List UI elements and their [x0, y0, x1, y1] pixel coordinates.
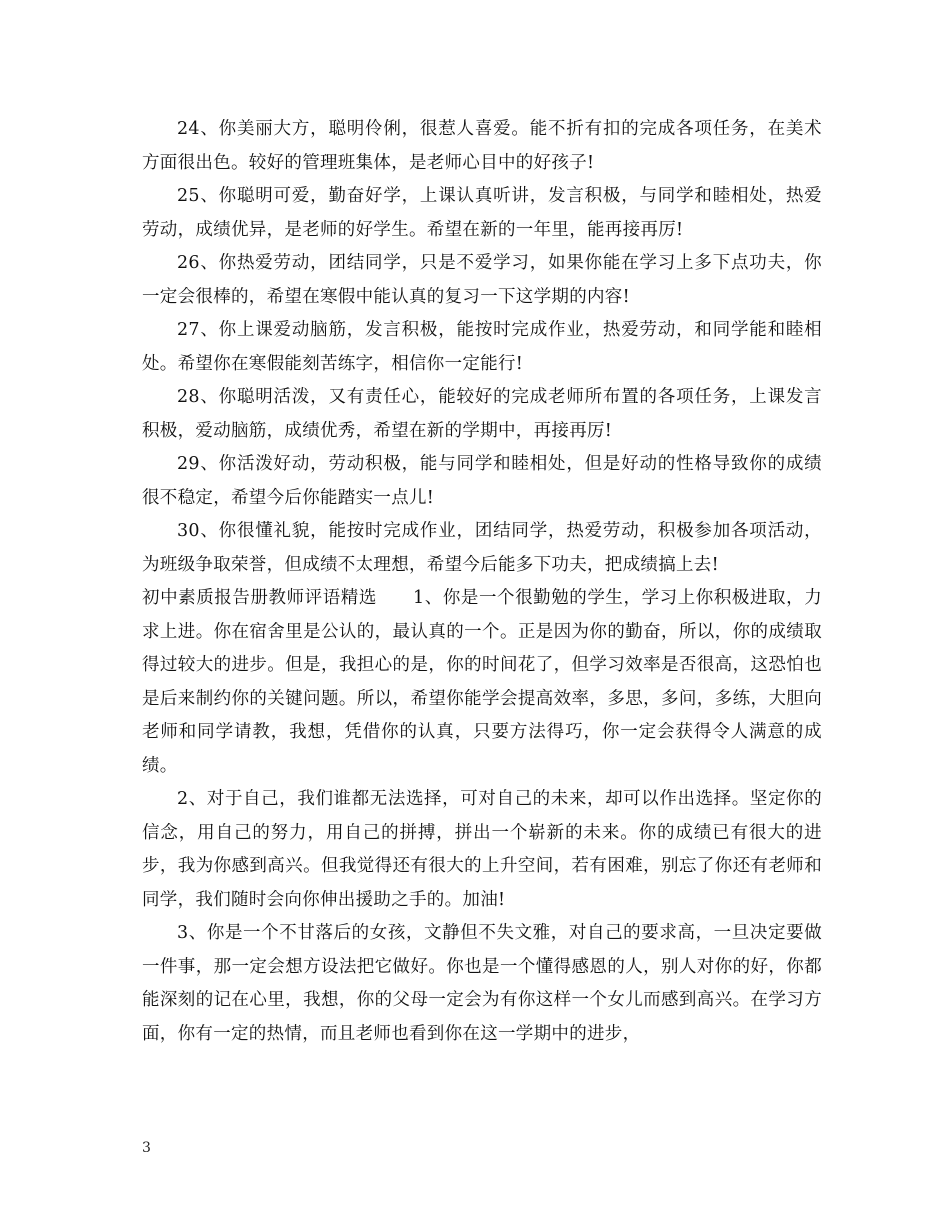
paragraph-comment-27: 27、你上课爱动脑筋，发言积极，能按时完成作业，热爱劳动，和同学能和睦相处。希望你在寒假能刻苦练字，相信你一定能行!	[142, 320, 822, 374]
paragraph-comment-28: 28、你聪明活泼，又有责任心，能较好的完成老师所布置的各项任务，上课发言积极，爱动脑筋，成绩优秀，希望在新的学期中，再接再厉!	[142, 387, 822, 441]
paragraph-comment-2: 2、对于自己，我们谁都无法选择，可对自己的未来，却可以作出选择。坚定你的信念，用自己的努力，用自己的拼搏，拼出一个崭新的未来。你的成绩已有很大的进步，我为你感到高兴。但我觉得还有很大的上升空间，若有困难，别忘了你还有老师和同学，我们随时会向你伸出援助之手的。加油!	[142, 789, 822, 910]
paragraph-comment-24: 24、你美丽大方，聪明伶俐，很惹人喜爱。能不折有扣的完成各项任务，在美术方面很出色。较好的管理班集体，是老师心目中的好孩子!	[142, 119, 822, 173]
paragraph-comment-25: 25、你聪明可爱，勤奋好学，上课认真听讲，发言积极，与同学和睦相处，热爱劳动，成绩优异，是老师的好学生。希望在新的一年里，能再接再厉!	[142, 186, 822, 240]
paragraph-comment-26: 26、你热爱劳动，团结同学，只是不爱学习，如果你能在学习上多下点功夫，你一定会很棒的，希望在寒假中能认真的复习一下这学期的内容!	[142, 253, 822, 307]
paragraph-comment-30: 30、你很懂礼貌，能按时完成作业，团结同学，热爱劳动，积极参加各项活动，为班级争取荣誉，但成绩不太理想，希望今后能多下功夫，把成绩搞上去!	[142, 521, 822, 575]
page-number: 3	[142, 1140, 151, 1156]
paragraph-comment-29: 29、你活泼好动，劳动积极，能与同学和睦相处，但是好动的性格导致你的成绩很不稳定，希望今后你能踏实一点儿!	[142, 454, 822, 508]
paragraph-comment-3: 3、你是一个不甘落后的女孩，文静但不失文雅，对自己的要求高，一旦决定要做一件事，那一定会想方设法把它做好。你也是一个懂得感恩的人，别人对你的好，你都能深刻的记在心里，我想，你的父母一定会为有你这样一个女儿而感到高兴。在学习方面，你有一定的热情，而且老师也看到你在这一学期中的进步，	[142, 923, 822, 1044]
document-body	[142, 113, 822, 1051]
paragraph-section-heading-comment-1: 初中素质报告册教师评语精选 1、你是一个很勤勉的学生，学习上你积极进取，力求上进。你在宿舍里是公认的，最认真的一个。正是因为你的勤奋，所以，你的成绩取得过较大的进步。但是，我担心的是，你的时间花了，但学习效率是否很高，这恐怕也是后来制约你的关键问题。所以，希望你能学会提高效率，多思，多问，多练，大胆向老师和同学请教，我想，凭借你的认真，只要方法得巧，你一定会获得令人满意的成绩。	[142, 588, 822, 776]
